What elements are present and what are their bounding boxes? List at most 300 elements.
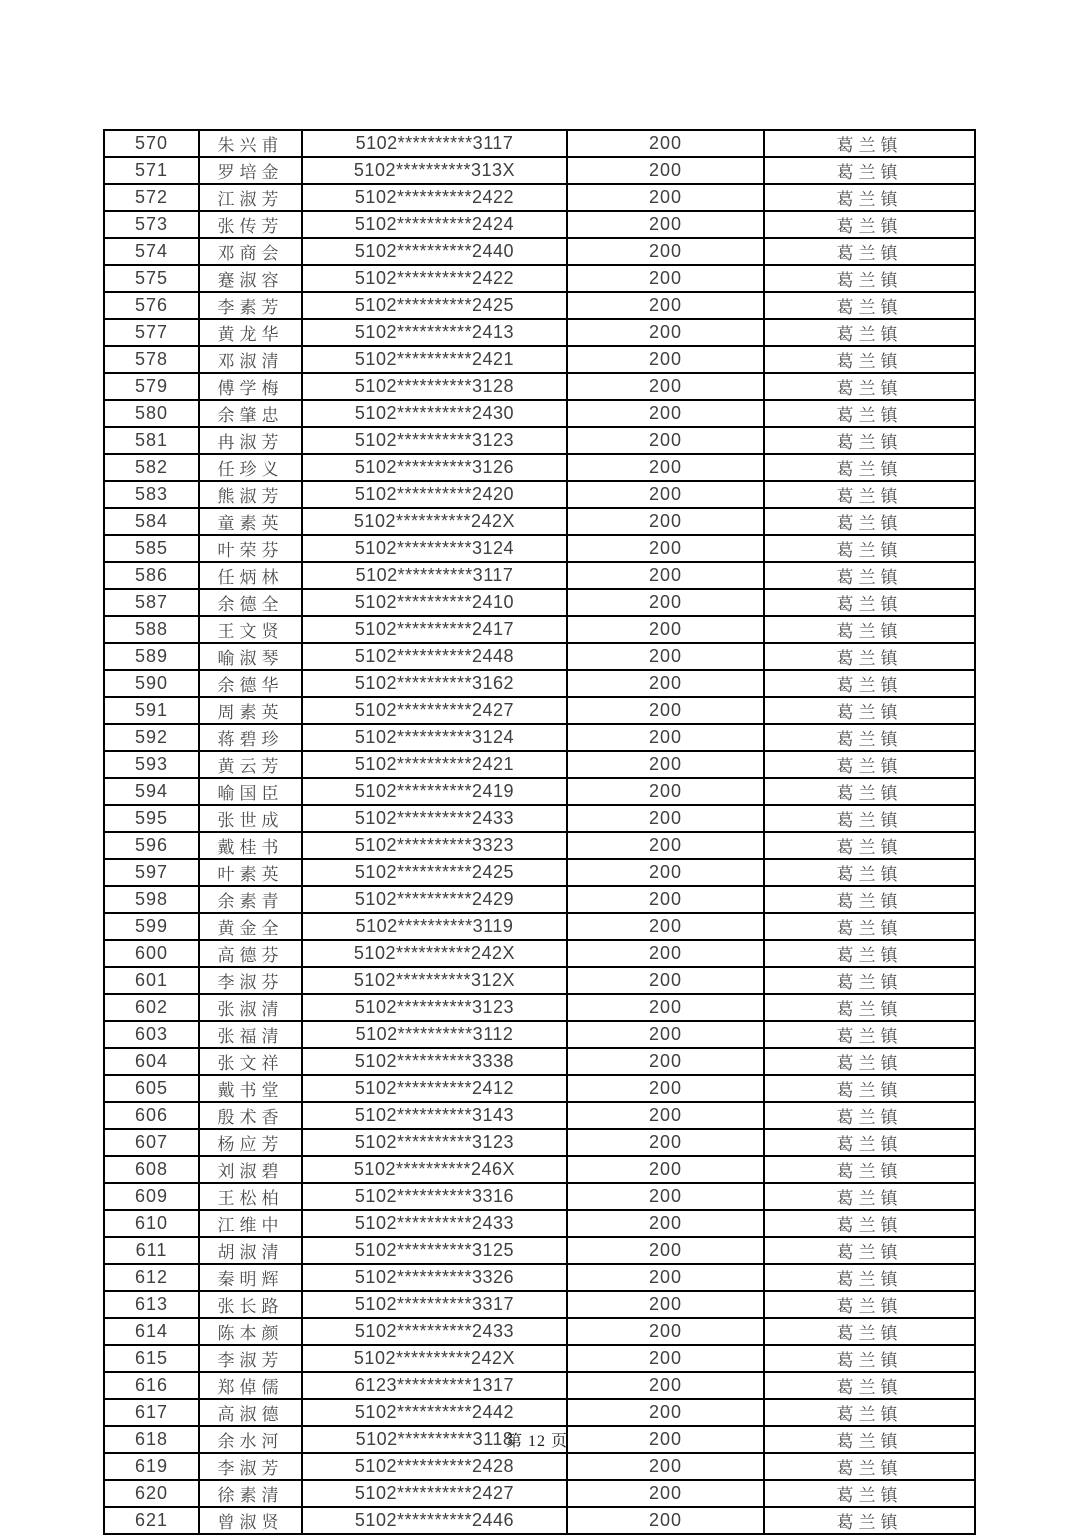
town-cell: 葛兰镇 xyxy=(764,751,975,778)
table-row xyxy=(104,1399,975,1426)
id-number-cell: 5102**********3123 xyxy=(302,1129,567,1156)
table-row xyxy=(104,967,975,994)
row-number-cell: 621 xyxy=(104,1507,199,1534)
town-cell: 葛兰镇 xyxy=(764,1210,975,1237)
row-number-cell: 597 xyxy=(104,859,199,886)
id-number-cell: 5102**********313X xyxy=(302,157,567,184)
amount-cell: 200 xyxy=(567,211,764,238)
row-number-cell: 575 xyxy=(104,265,199,292)
row-number-cell: 610 xyxy=(104,1210,199,1237)
name-cell: 李淑芳 xyxy=(199,1453,302,1480)
town-cell: 葛兰镇 xyxy=(764,562,975,589)
name-cell: 邓商会 xyxy=(199,238,302,265)
amount-cell: 200 xyxy=(567,373,764,400)
amount-cell: 200 xyxy=(567,1507,764,1534)
table-row xyxy=(104,454,975,481)
amount-cell: 200 xyxy=(567,238,764,265)
row-number-cell: 584 xyxy=(104,508,199,535)
town-cell: 葛兰镇 xyxy=(764,373,975,400)
row-number-cell: 617 xyxy=(104,1399,199,1426)
name-cell: 黄金全 xyxy=(199,913,302,940)
town-cell: 葛兰镇 xyxy=(764,589,975,616)
table-row xyxy=(104,670,975,697)
row-number-cell: 573 xyxy=(104,211,199,238)
row-number-cell: 612 xyxy=(104,1264,199,1291)
town-cell: 葛兰镇 xyxy=(764,1183,975,1210)
row-number-cell: 613 xyxy=(104,1291,199,1318)
name-cell: 傅学梅 xyxy=(199,373,302,400)
table-row xyxy=(104,265,975,292)
name-cell: 张文祥 xyxy=(199,1048,302,1075)
town-cell: 葛兰镇 xyxy=(764,1102,975,1129)
row-number-cell: 607 xyxy=(104,1129,199,1156)
amount-cell: 200 xyxy=(567,1075,764,1102)
table-row xyxy=(104,238,975,265)
amount-cell: 200 xyxy=(567,886,764,913)
row-number-cell: 620 xyxy=(104,1480,199,1507)
row-number-cell: 614 xyxy=(104,1318,199,1345)
amount-cell: 200 xyxy=(567,697,764,724)
row-number-cell: 572 xyxy=(104,184,199,211)
row-number-cell: 615 xyxy=(104,1345,199,1372)
name-cell: 江淑芳 xyxy=(199,184,302,211)
id-number-cell: 5102**********242X xyxy=(302,508,567,535)
row-number-cell: 574 xyxy=(104,238,199,265)
id-number-cell: 5102**********312X xyxy=(302,967,567,994)
town-cell: 葛兰镇 xyxy=(764,1318,975,1345)
row-number-cell: 608 xyxy=(104,1156,199,1183)
table-row xyxy=(104,616,975,643)
id-number-cell: 5102**********2425 xyxy=(302,292,567,319)
id-number-cell: 5102**********2410 xyxy=(302,589,567,616)
table-row xyxy=(104,427,975,454)
row-number-cell: 611 xyxy=(104,1237,199,1264)
town-cell: 葛兰镇 xyxy=(764,1237,975,1264)
table-row xyxy=(104,211,975,238)
id-number-cell: 5102**********3128 xyxy=(302,373,567,400)
table-row xyxy=(104,643,975,670)
amount-cell: 200 xyxy=(567,1237,764,1264)
amount-cell: 200 xyxy=(567,265,764,292)
row-number-cell: 589 xyxy=(104,643,199,670)
id-number-cell: 5102**********3323 xyxy=(302,832,567,859)
amount-cell: 200 xyxy=(567,913,764,940)
name-cell: 余德华 xyxy=(199,670,302,697)
table-row xyxy=(104,1237,975,1264)
name-cell: 熊淑芳 xyxy=(199,481,302,508)
town-cell: 葛兰镇 xyxy=(764,265,975,292)
town-cell: 葛兰镇 xyxy=(764,832,975,859)
amount-cell: 200 xyxy=(567,1102,764,1129)
town-cell: 葛兰镇 xyxy=(764,1453,975,1480)
amount-cell: 200 xyxy=(567,967,764,994)
amount-cell: 200 xyxy=(567,184,764,211)
row-number-cell: 586 xyxy=(104,562,199,589)
id-number-cell: 5102**********3124 xyxy=(302,724,567,751)
name-cell: 罗培金 xyxy=(199,157,302,184)
row-number-cell: 581 xyxy=(104,427,199,454)
row-number-cell: 582 xyxy=(104,454,199,481)
town-cell: 葛兰镇 xyxy=(764,967,975,994)
id-number-cell: 5102**********242X xyxy=(302,940,567,967)
name-cell: 张世成 xyxy=(199,805,302,832)
amount-cell: 200 xyxy=(567,643,764,670)
name-cell: 张长路 xyxy=(199,1291,302,1318)
row-number-cell: 599 xyxy=(104,913,199,940)
id-number-cell: 5102**********3123 xyxy=(302,994,567,1021)
row-number-cell: 583 xyxy=(104,481,199,508)
town-cell: 葛兰镇 xyxy=(764,1345,975,1372)
amount-cell: 200 xyxy=(567,832,764,859)
name-cell: 余肇忠 xyxy=(199,400,302,427)
amount-cell: 200 xyxy=(567,1426,764,1453)
name-cell: 杨应芳 xyxy=(199,1129,302,1156)
amount-cell: 200 xyxy=(567,454,764,481)
town-cell: 葛兰镇 xyxy=(764,697,975,724)
id-number-cell: 5102**********3338 xyxy=(302,1048,567,1075)
id-number-cell: 5102**********2446 xyxy=(302,1507,567,1534)
town-cell: 葛兰镇 xyxy=(764,238,975,265)
amount-cell: 200 xyxy=(567,1291,764,1318)
amount-cell: 200 xyxy=(567,778,764,805)
id-number-cell: 5102**********3126 xyxy=(302,454,567,481)
name-cell: 余德全 xyxy=(199,589,302,616)
amount-cell: 200 xyxy=(567,994,764,1021)
name-cell: 喻淑琴 xyxy=(199,643,302,670)
id-number-cell: 5102**********3119 xyxy=(302,913,567,940)
id-number-cell: 5102**********3317 xyxy=(302,1291,567,1318)
roster-table-body xyxy=(104,130,975,1534)
amount-cell: 200 xyxy=(567,1156,764,1183)
table-row xyxy=(104,481,975,508)
town-cell: 葛兰镇 xyxy=(764,1480,975,1507)
town-cell: 葛兰镇 xyxy=(764,481,975,508)
town-cell: 葛兰镇 xyxy=(764,886,975,913)
amount-cell: 200 xyxy=(567,400,764,427)
amount-cell: 200 xyxy=(567,805,764,832)
table-row xyxy=(104,535,975,562)
name-cell: 高淑德 xyxy=(199,1399,302,1426)
town-cell: 葛兰镇 xyxy=(764,1264,975,1291)
name-cell: 秦明辉 xyxy=(199,1264,302,1291)
row-number-cell: 616 xyxy=(104,1372,199,1399)
amount-cell: 200 xyxy=(567,616,764,643)
name-cell: 蹇淑容 xyxy=(199,265,302,292)
town-cell: 葛兰镇 xyxy=(764,454,975,481)
name-cell: 叶荣芬 xyxy=(199,535,302,562)
row-number-cell: 576 xyxy=(104,292,199,319)
name-cell: 曾淑贤 xyxy=(199,1507,302,1534)
town-cell: 葛兰镇 xyxy=(764,1426,975,1453)
row-number-cell: 595 xyxy=(104,805,199,832)
row-number-cell: 571 xyxy=(104,157,199,184)
id-number-cell: 5102**********3326 xyxy=(302,1264,567,1291)
name-cell: 周素英 xyxy=(199,697,302,724)
name-cell: 余水河 xyxy=(199,1426,302,1453)
id-number-cell: 5102**********2433 xyxy=(302,1210,567,1237)
table-row xyxy=(104,913,975,940)
amount-cell: 200 xyxy=(567,1318,764,1345)
name-cell: 喻国臣 xyxy=(199,778,302,805)
name-cell: 黄龙华 xyxy=(199,319,302,346)
row-number-cell: 593 xyxy=(104,751,199,778)
row-number-cell: 590 xyxy=(104,670,199,697)
name-cell: 李素芳 xyxy=(199,292,302,319)
amount-cell: 200 xyxy=(567,1021,764,1048)
row-number-cell: 592 xyxy=(104,724,199,751)
row-number-cell: 605 xyxy=(104,1075,199,1102)
id-number-cell: 5102**********2424 xyxy=(302,211,567,238)
table-row xyxy=(104,697,975,724)
table-row xyxy=(104,1372,975,1399)
table-row xyxy=(104,1291,975,1318)
table-row xyxy=(104,562,975,589)
name-cell: 戴桂书 xyxy=(199,832,302,859)
name-cell: 郑倬儒 xyxy=(199,1372,302,1399)
town-cell: 葛兰镇 xyxy=(764,1507,975,1534)
amount-cell: 200 xyxy=(567,1129,764,1156)
town-cell: 葛兰镇 xyxy=(764,616,975,643)
town-cell: 葛兰镇 xyxy=(764,643,975,670)
amount-cell: 200 xyxy=(567,1048,764,1075)
table-row xyxy=(104,859,975,886)
id-number-cell: 5102**********3112 xyxy=(302,1021,567,1048)
name-cell: 余素青 xyxy=(199,886,302,913)
table-row xyxy=(104,1021,975,1048)
town-cell: 葛兰镇 xyxy=(764,670,975,697)
table-row xyxy=(104,724,975,751)
id-number-cell: 5102**********2429 xyxy=(302,886,567,913)
table-row xyxy=(104,1129,975,1156)
id-number-cell: 5102**********2422 xyxy=(302,184,567,211)
name-cell: 邓淑清 xyxy=(199,346,302,373)
amount-cell: 200 xyxy=(567,427,764,454)
id-number-cell: 5102**********246X xyxy=(302,1156,567,1183)
row-number-cell: 570 xyxy=(104,130,199,157)
table-row xyxy=(104,400,975,427)
table-row xyxy=(104,1264,975,1291)
town-cell: 葛兰镇 xyxy=(764,211,975,238)
row-number-cell: 602 xyxy=(104,994,199,1021)
table-row xyxy=(104,1210,975,1237)
id-number-cell: 5102**********2428 xyxy=(302,1453,567,1480)
town-cell: 葛兰镇 xyxy=(764,994,975,1021)
row-number-cell: 594 xyxy=(104,778,199,805)
name-cell: 张淑清 xyxy=(199,994,302,1021)
row-number-cell: 598 xyxy=(104,886,199,913)
town-cell: 葛兰镇 xyxy=(764,940,975,967)
row-number-cell: 587 xyxy=(104,589,199,616)
id-number-cell: 5102**********2421 xyxy=(302,346,567,373)
row-number-cell: 577 xyxy=(104,319,199,346)
name-cell: 张传芳 xyxy=(199,211,302,238)
town-cell: 葛兰镇 xyxy=(764,1156,975,1183)
id-number-cell: 5102**********2442 xyxy=(302,1399,567,1426)
id-number-cell: 5102**********2440 xyxy=(302,238,567,265)
amount-cell: 200 xyxy=(567,508,764,535)
table-row xyxy=(104,940,975,967)
amount-cell: 200 xyxy=(567,481,764,508)
town-cell: 葛兰镇 xyxy=(764,1048,975,1075)
table-row xyxy=(104,778,975,805)
town-cell: 葛兰镇 xyxy=(764,859,975,886)
table-row xyxy=(104,1345,975,1372)
table-row xyxy=(104,292,975,319)
town-cell: 葛兰镇 xyxy=(764,184,975,211)
amount-cell: 200 xyxy=(567,157,764,184)
town-cell: 葛兰镇 xyxy=(764,157,975,184)
table-row xyxy=(104,1318,975,1345)
amount-cell: 200 xyxy=(567,130,764,157)
table-row xyxy=(104,589,975,616)
id-number-cell: 5102**********2448 xyxy=(302,643,567,670)
town-cell: 葛兰镇 xyxy=(764,292,975,319)
table-row xyxy=(104,184,975,211)
page-number: 第 12 页 xyxy=(505,1433,568,1450)
id-number-cell: 5102**********2433 xyxy=(302,805,567,832)
id-number-cell: 5102**********2425 xyxy=(302,859,567,886)
id-number-cell: 5102**********242X xyxy=(302,1345,567,1372)
row-number-cell: 580 xyxy=(104,400,199,427)
row-number-cell: 603 xyxy=(104,1021,199,1048)
subsidy-roster-table xyxy=(103,129,976,1535)
table-row xyxy=(104,886,975,913)
row-number-cell: 606 xyxy=(104,1102,199,1129)
name-cell: 任炳林 xyxy=(199,562,302,589)
id-number-cell: 5102**********2422 xyxy=(302,265,567,292)
name-cell: 陈本颜 xyxy=(199,1318,302,1345)
amount-cell: 200 xyxy=(567,589,764,616)
amount-cell: 200 xyxy=(567,724,764,751)
id-number-cell: 5102**********2419 xyxy=(302,778,567,805)
town-cell: 葛兰镇 xyxy=(764,724,975,751)
table-row xyxy=(104,1507,975,1534)
id-number-cell: 5102**********3162 xyxy=(302,670,567,697)
name-cell: 殷术香 xyxy=(199,1102,302,1129)
table-row xyxy=(104,1156,975,1183)
table-row xyxy=(104,751,975,778)
id-number-cell: 5102**********2412 xyxy=(302,1075,567,1102)
table-row xyxy=(104,832,975,859)
amount-cell: 200 xyxy=(567,1480,764,1507)
table-row xyxy=(104,1480,975,1507)
town-cell: 葛兰镇 xyxy=(764,913,975,940)
id-number-cell: 5102**********3143 xyxy=(302,1102,567,1129)
table-row xyxy=(104,130,975,157)
row-number-cell: 618 xyxy=(104,1426,199,1453)
town-cell: 葛兰镇 xyxy=(764,319,975,346)
table-row xyxy=(104,994,975,1021)
table-row xyxy=(104,157,975,184)
id-number-cell: 5102**********2430 xyxy=(302,400,567,427)
name-cell: 高德芬 xyxy=(199,940,302,967)
amount-cell: 200 xyxy=(567,1372,764,1399)
table-row xyxy=(104,1183,975,1210)
amount-cell: 200 xyxy=(567,1264,764,1291)
name-cell: 叶素英 xyxy=(199,859,302,886)
amount-cell: 200 xyxy=(567,670,764,697)
id-number-cell: 5102**********2421 xyxy=(302,751,567,778)
amount-cell: 200 xyxy=(567,940,764,967)
id-number-cell: 5102**********3117 xyxy=(302,130,567,157)
row-number-cell: 591 xyxy=(104,697,199,724)
row-number-cell: 609 xyxy=(104,1183,199,1210)
town-cell: 葛兰镇 xyxy=(764,346,975,373)
town-cell: 葛兰镇 xyxy=(764,427,975,454)
amount-cell: 200 xyxy=(567,859,764,886)
town-cell: 葛兰镇 xyxy=(764,1372,975,1399)
name-cell: 王松柏 xyxy=(199,1183,302,1210)
row-number-cell: 604 xyxy=(104,1048,199,1075)
town-cell: 葛兰镇 xyxy=(764,1291,975,1318)
row-number-cell: 600 xyxy=(104,940,199,967)
amount-cell: 200 xyxy=(567,1210,764,1237)
town-cell: 葛兰镇 xyxy=(764,535,975,562)
name-cell: 胡淑清 xyxy=(199,1237,302,1264)
name-cell: 江维中 xyxy=(199,1210,302,1237)
amount-cell: 200 xyxy=(567,292,764,319)
row-number-cell: 588 xyxy=(104,616,199,643)
amount-cell: 200 xyxy=(567,535,764,562)
town-cell: 葛兰镇 xyxy=(764,1075,975,1102)
row-number-cell: 601 xyxy=(104,967,199,994)
table-row xyxy=(104,1048,975,1075)
row-number-cell: 619 xyxy=(104,1453,199,1480)
town-cell: 葛兰镇 xyxy=(764,1129,975,1156)
id-number-cell: 5102**********3123 xyxy=(302,427,567,454)
id-number-cell: 5102**********2427 xyxy=(302,697,567,724)
amount-cell: 200 xyxy=(567,319,764,346)
town-cell: 葛兰镇 xyxy=(764,508,975,535)
id-number-cell: 5102**********3316 xyxy=(302,1183,567,1210)
row-number-cell: 579 xyxy=(104,373,199,400)
id-number-cell: 5102**********3117 xyxy=(302,562,567,589)
town-cell: 葛兰镇 xyxy=(764,805,975,832)
id-number-cell: 6123**********1317 xyxy=(302,1372,567,1399)
id-number-cell: 5102**********2413 xyxy=(302,319,567,346)
row-number-cell: 596 xyxy=(104,832,199,859)
town-cell: 葛兰镇 xyxy=(764,130,975,157)
table-row xyxy=(104,346,975,373)
name-cell: 徐素清 xyxy=(199,1480,302,1507)
amount-cell: 200 xyxy=(567,1453,764,1480)
name-cell: 蒋碧珍 xyxy=(199,724,302,751)
table-row xyxy=(104,373,975,400)
name-cell: 朱兴甫 xyxy=(199,130,302,157)
id-number-cell: 5102**********2427 xyxy=(302,1480,567,1507)
amount-cell: 200 xyxy=(567,1183,764,1210)
name-cell: 李淑芬 xyxy=(199,967,302,994)
name-cell: 任珍义 xyxy=(199,454,302,481)
id-number-cell: 5102**********3124 xyxy=(302,535,567,562)
town-cell: 葛兰镇 xyxy=(764,778,975,805)
town-cell: 葛兰镇 xyxy=(764,1399,975,1426)
name-cell: 张福清 xyxy=(199,1021,302,1048)
amount-cell: 200 xyxy=(567,1345,764,1372)
id-number-cell: 5102**********3125 xyxy=(302,1237,567,1264)
amount-cell: 200 xyxy=(567,346,764,373)
name-cell: 王文贤 xyxy=(199,616,302,643)
amount-cell: 200 xyxy=(567,751,764,778)
name-cell: 戴书堂 xyxy=(199,1075,302,1102)
table-row xyxy=(104,1102,975,1129)
row-number-cell: 578 xyxy=(104,346,199,373)
name-cell: 李淑芳 xyxy=(199,1345,302,1372)
name-cell: 童素英 xyxy=(199,508,302,535)
town-cell: 葛兰镇 xyxy=(764,400,975,427)
table-row xyxy=(104,1453,975,1480)
table-row xyxy=(104,1075,975,1102)
